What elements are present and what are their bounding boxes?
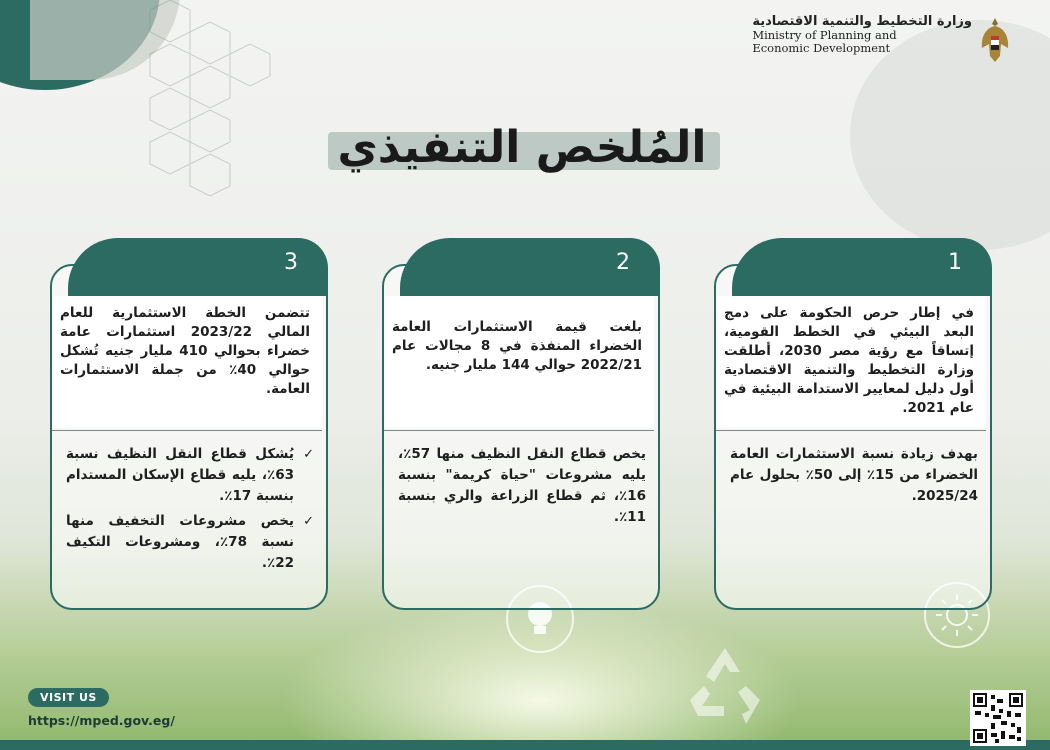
card-divider bbox=[52, 430, 322, 431]
page-title: المُلخص التنفيذي bbox=[337, 122, 707, 173]
card-tab bbox=[400, 238, 660, 296]
recycle-icon bbox=[680, 640, 770, 730]
list-item bbox=[66, 511, 314, 574]
card-divider bbox=[384, 430, 654, 431]
bullet-list bbox=[66, 444, 314, 574]
card-bottom-text: يخص قطاع النقل النظيف منها 57٪، يليه مشروعات "حياة كريمة" بنسبة 16٪، ثم قطاع الزراعة والري بنسبة 11٪. bbox=[398, 446, 646, 525]
ministry-header bbox=[752, 14, 1010, 64]
card-top-panel bbox=[384, 296, 654, 428]
visit-us-block bbox=[28, 686, 175, 728]
ministry-name-ar: وزارة التخطيط والتنمية الاقتصادية bbox=[752, 14, 972, 29]
card-top-panel bbox=[52, 296, 322, 428]
visit-us-button[interactable]: VISIT US bbox=[28, 688, 109, 707]
card-top-panel bbox=[716, 296, 986, 428]
summary-card-3 bbox=[50, 238, 328, 608]
list-item bbox=[66, 444, 314, 507]
card-tab bbox=[68, 238, 328, 296]
qr-code-icon[interactable] bbox=[970, 690, 1026, 746]
card-divider bbox=[716, 430, 986, 431]
footer-bar bbox=[0, 740, 1050, 750]
checkmark-icon: ✓ bbox=[303, 447, 314, 462]
card-top-text: تتضمن الخطة الاستثمارية للعام المالي 2023/22 استثمارات عامة خضراء بحوالي 410 مليار جنيه تُشكل حوالي 40٪ من جملة الاستثمارات العامة. bbox=[60, 305, 310, 397]
title-block bbox=[322, 112, 722, 184]
card-number: 1 bbox=[948, 250, 962, 275]
egypt-eagle-emblem-icon bbox=[980, 16, 1010, 64]
bullet-text: يُشكل قطاع النقل النظيف نسبة 63٪، يليه قطاع الإسكان المستدام بنسبة 17٪. bbox=[66, 446, 294, 504]
summary-card-1 bbox=[714, 238, 992, 608]
ministry-name-en: Ministry of Planning and Economic Development bbox=[752, 28, 897, 56]
summary-card-2 bbox=[382, 238, 660, 608]
hexagon-pattern-icon bbox=[120, 0, 280, 210]
checkmark-icon: ✓ bbox=[303, 514, 314, 529]
website-link[interactable]: https://mped.gov.eg/ bbox=[28, 713, 175, 728]
card-number: 3 bbox=[284, 250, 298, 275]
card-top-text: في إطار حرص الحكومة على دمج البعد البيئي في الخطط القومية، إتساقاً مع رؤية مصر 2030، أطلقت وزارة التخطيط والتنمية الاقتصادية أول دليل لمعايير الاستدامة البيئية في عام 2021. bbox=[724, 305, 974, 416]
card-bottom-text bbox=[66, 444, 314, 578]
card-number: 2 bbox=[616, 250, 630, 275]
card-top-text: بلغت قيمة الاستثمارات العامة الخضراء المنفذة في 8 مجالات عام 2022/21 حوالي 144 مليار جنيه. bbox=[392, 319, 642, 373]
card-tab bbox=[732, 238, 992, 296]
card-bottom-text: بهدف زيادة نسبة الاستثمارات العامة الخضراء من 15٪ إلى 50٪ بحلول عام 2025/24. bbox=[730, 446, 979, 504]
bullet-text: يخص مشروعات التخفيف منها نسبة 78٪، ومشروعات التكيف 22٪. bbox=[66, 513, 294, 571]
